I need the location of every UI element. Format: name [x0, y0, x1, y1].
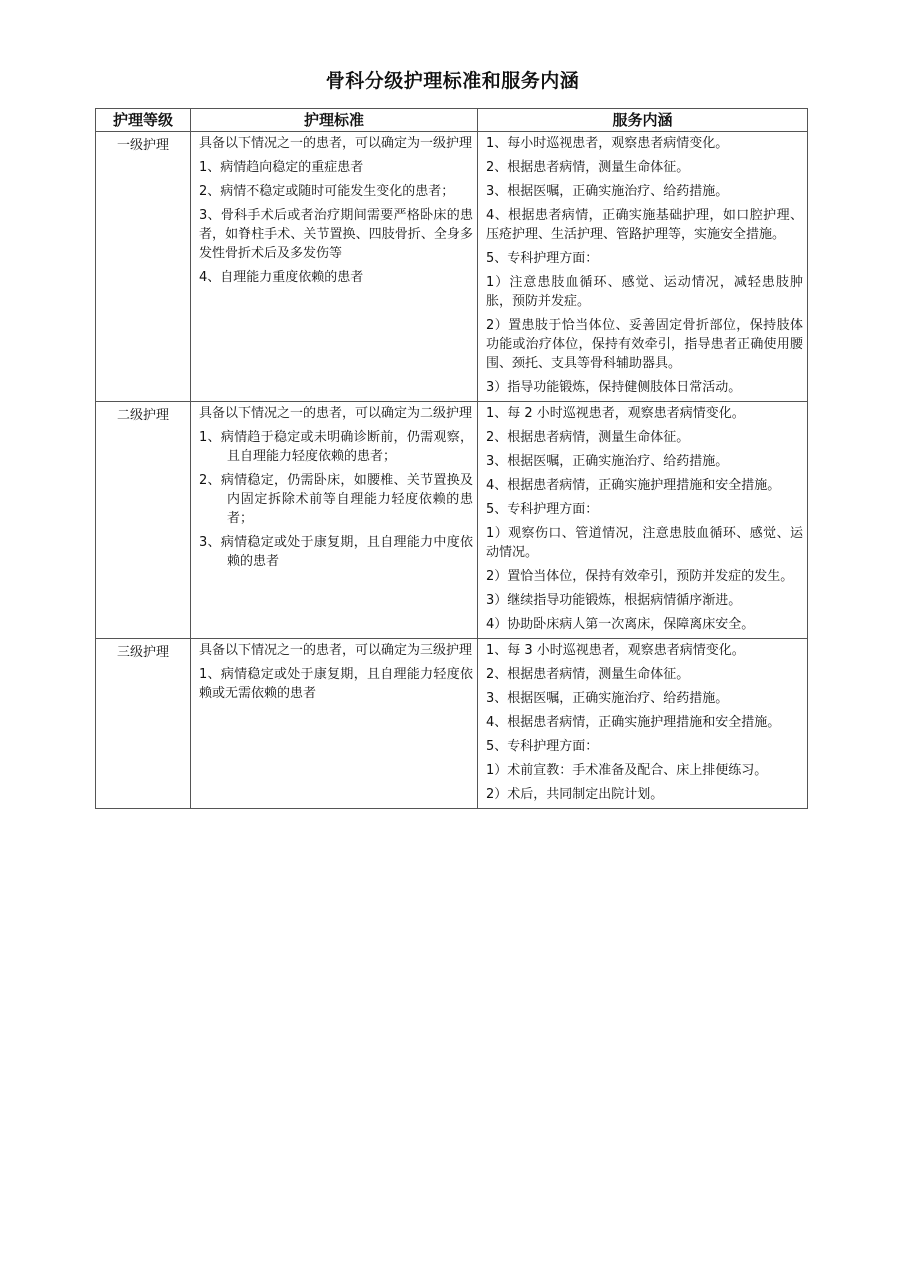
standard-line: 2、病情不稳定或随时可能发生变化的患者；: [199, 184, 455, 199]
header-service-content: 服务内涵: [478, 109, 808, 132]
standard-line: 1、病情趋于稳定或未明确诊断前，仍需观察，且自理能力轻度依赖的患者；: [199, 430, 473, 464]
service-line: 3、根据医嘱，正确实施治疗、给药措施。: [486, 454, 729, 469]
service-line: 2）置患肢于恰当体位、妥善固定骨折部位，保持肢体功能或治疗体位，保持有效牵引，指导患者正确使用腰围、颈托、支具等骨科辅助器具。: [486, 318, 803, 371]
service-line: 1、每小时巡视患者，观察患者病情变化。: [486, 136, 729, 151]
standard-line: 3、骨科手术后或者治疗期间需要严格卧床的患者，如脊柱手术、关节置换、四肢骨折、全身多发性骨折术后及多发伤等: [199, 208, 473, 261]
service-line: 2、根据患者病情，测量生命体征。: [486, 430, 690, 445]
level-cell: 二级护理: [96, 402, 191, 639]
table-header-row: [96, 109, 808, 132]
standard-line: 具备以下情况之一的患者，可以确定为二级护理: [199, 406, 473, 421]
level-cell: 一级护理: [96, 132, 191, 402]
nursing-grade-table: [95, 108, 808, 809]
standard-line: 具备以下情况之一的患者，可以确定为三级护理: [199, 643, 473, 658]
standard-line: 3、病情稳定或处于康复期，且自理能力中度依赖的患者: [199, 535, 473, 569]
service-line: 3、根据医嘱，正确实施治疗、给药措施。: [486, 691, 729, 706]
service-line: 1、每 3 小时巡视患者，观察患者病情变化。: [486, 643, 745, 658]
standard-line: 1、病情趋向稳定的重症患者: [199, 160, 364, 175]
standard-line: 具备以下情况之一的患者，可以确定为一级护理: [199, 136, 473, 151]
service-line: 1）注意患肢血循环、感觉、运动情况，减轻患肢肿胀，预防并发症。: [486, 275, 803, 309]
service-line: 5、专科护理方面：: [486, 251, 599, 266]
service-line: 4）协助卧床病人第一次离床，保障离床安全。: [486, 617, 755, 632]
level-cell: 三级护理: [96, 639, 191, 809]
document-title: 骨科分级护理标准和服务内涵: [325, 70, 580, 92]
standard-cell: [191, 402, 478, 639]
standard-cell: [191, 132, 478, 402]
table-row: [96, 132, 808, 402]
service-line: 3、根据医嘱，正确实施治疗、给药措施。: [486, 184, 729, 199]
service-line: 4、根据患者病情，正确实施护理措施和安全措施。: [486, 478, 781, 493]
service-line: 4、根据患者病情，正确实施护理措施和安全措施。: [486, 715, 781, 730]
service-line: 4、根据患者病情，正确实施基础护理，如口腔护理、压疮护理、生活护理、管路护理等，实施安全措施。: [486, 208, 803, 242]
service-line: 1）术前宣教：手术准备及配合、床上排便练习。: [486, 763, 768, 778]
service-line: 1）观察伤口、管道情况，注意患肢血循环、感觉、运动情况。: [486, 526, 803, 560]
standard-line: 2、病情稳定，仍需卧床，如腰椎、关节置换及内固定拆除术前等自理能力轻度依赖的患者；: [199, 473, 473, 526]
service-line: 1、每 2 小时巡视患者，观察患者病情变化。: [486, 406, 745, 421]
table-row: [96, 639, 808, 809]
header-nursing-standard: 护理标准: [191, 109, 478, 132]
service-cell: [478, 132, 808, 402]
service-line: 3）继续指导功能锻炼，根据病情循序渐进。: [486, 593, 742, 608]
header-nursing-level: 护理等级: [96, 109, 191, 132]
standard-line: 1、病情稳定或处于康复期，且自理能力轻度依赖或无需依赖的患者: [199, 667, 473, 701]
standard-line: 4、自理能力重度依赖的患者: [199, 270, 364, 285]
service-line: 5、专科护理方面：: [486, 502, 599, 517]
service-line: 3）指导功能锻炼，保持健侧肢体日常活动。: [486, 380, 742, 395]
service-line: 5、专科护理方面：: [486, 739, 599, 754]
service-cell: [478, 639, 808, 809]
service-line: 2）术后，共同制定出院计划。: [486, 787, 664, 802]
standard-cell: [191, 639, 478, 809]
service-line: 2、根据患者病情，测量生命体征。: [486, 667, 690, 682]
service-line: 2）置恰当体位，保持有效牵引，预防并发症的发生。: [486, 569, 794, 584]
table-row: [96, 402, 808, 639]
service-line: 2、根据患者病情，测量生命体征。: [486, 160, 690, 175]
service-cell: [478, 402, 808, 639]
